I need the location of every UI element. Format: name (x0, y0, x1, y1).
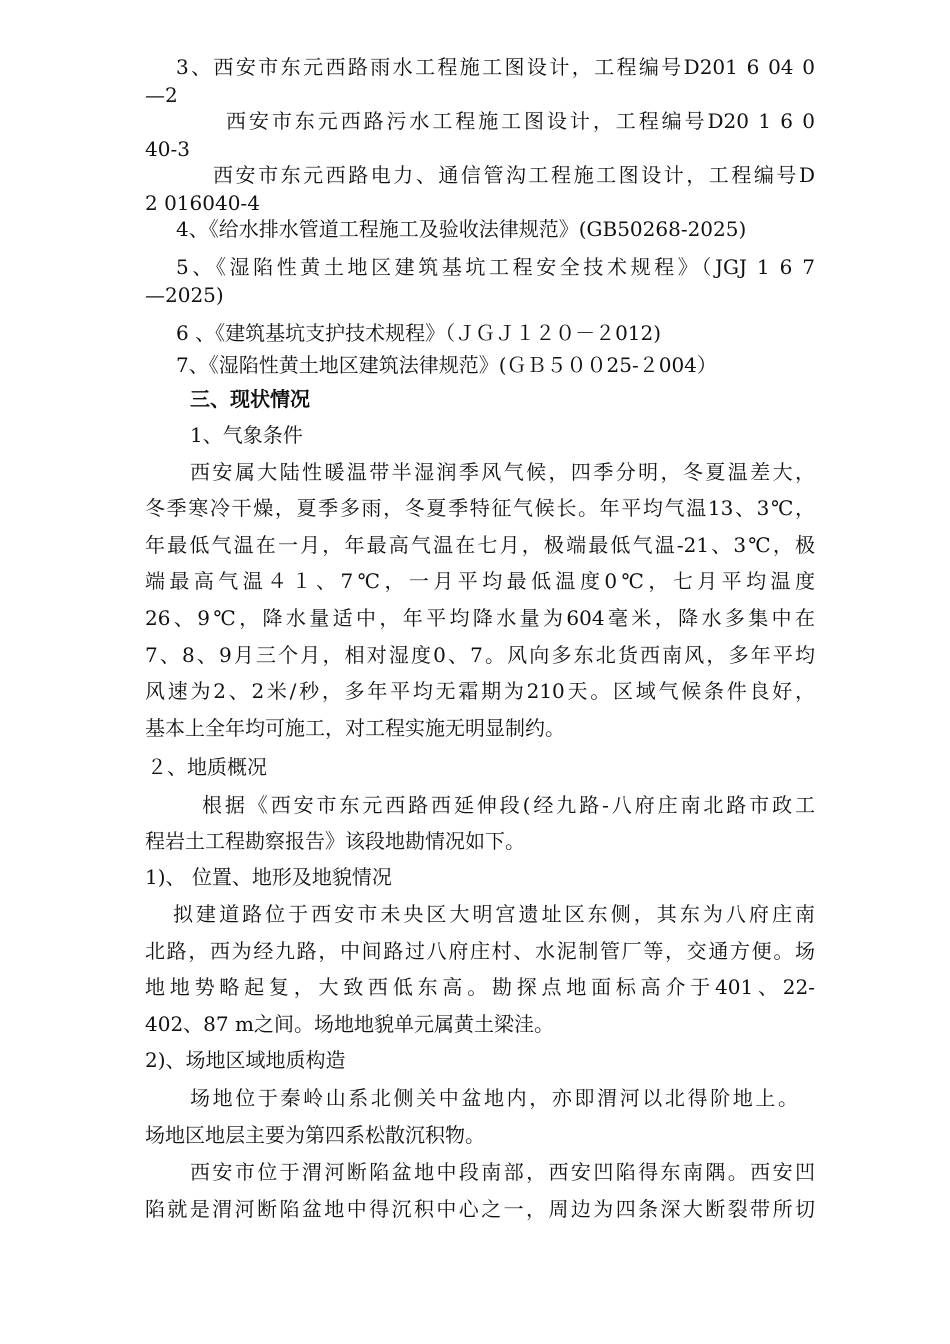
text-line: 6 、《建筑基坑支护技术规程》（ＪＧＪ１２０－２012) (176, 321, 662, 345)
text-line: 西安市东元西路电力、通信管沟工程施工图设计，工程编号D (213, 163, 815, 187)
text-line: 端最高气温４１、7℃，一月平均最低温度0℃，七月平均温度 (145, 569, 815, 593)
text-line: 风速为2、2米/秒，多年平均无霜期为210天。区域气候条件良好， (145, 679, 815, 703)
text-line: 北路，西为经九路，中间路过八府庄村、水泥制管厂等，交通方便。场 (145, 939, 815, 963)
text-line: 年最低气温在一月，年最高气温在七月，极端最低气温-21、3℃，极 (145, 533, 815, 557)
text-line: 5、《湿陷性黄土地区建筑基坑工程安全技术规程》（JGJ 1 6 7 (176, 255, 815, 279)
text-line: —2 (145, 83, 178, 107)
subsection-heading: 2)、场地区域地质构造 (145, 1048, 346, 1072)
text-line: 西安市位于渭河断陷盆地中段南部，西安凹陷得东南隅。西安凹 (190, 1160, 815, 1184)
text-line: —2025) (145, 283, 224, 307)
text-line: 根据《西安市东元西路西延伸段(经九路-八府庄南北路市政工 (202, 793, 815, 817)
text-line: 地地势略起复，大致西低东高。勘探点地面标高介于401、22- (145, 975, 815, 999)
text-line: 西安市东元西路污水工程施工图设计，工程编号D20 1 6 0 (226, 109, 815, 133)
text-line: 7、8、9月三个月，相对湿度0、7。风向多东北货西南风，多年平均 (145, 643, 815, 667)
text-line: 场地区地层主要为第四系松散沉积物。 (145, 1123, 485, 1147)
text-line: 程岩土工程勘察报告》该段地勘情况如下。 (145, 829, 525, 853)
text-line: 4、《给水排水管道工程施工及验收法律规范》(GB50268-2025) (176, 217, 747, 241)
text-line: 2 016040-4 (145, 191, 260, 215)
text-line: 7、《湿陷性黄土地区建筑法律规范》(ＧＢ５００25-２004） (176, 353, 717, 377)
text-line: 场地位于秦岭山系北侧关中盆地内，亦即渭河以北得阶地上。 (190, 1086, 798, 1110)
text-line: 26、9℃，降水量适中，年平均降水量为604毫米，降水多集中在 (145, 606, 815, 630)
text-line: 402、87 m之间。场地地貌单元属黄土梁洼。 (145, 1012, 554, 1036)
text-line: 40-3 (145, 137, 190, 161)
text-line: 冬季寒冷干燥，夏季多雨，冬夏季特征气候长。年平均气温13、3℃， (145, 496, 815, 520)
subsection-heading: 1、气象条件 (190, 423, 303, 447)
text-line: 基本上全年均可施工，对工程实施无明显制约。 (145, 716, 565, 740)
subsection-heading: ２、地质概况 (147, 755, 267, 779)
text-line: 3、西安市东元西路雨水工程施工图设计，工程编号D201 6 04 0 (176, 55, 815, 79)
section-heading: 三、现状情况 (190, 387, 310, 411)
text-line: 拟建道路位于西安市未央区大明宫遗址区东侧，其东为八府庄南 (173, 902, 815, 926)
text-line: 西安属大陆性暖温带半湿润季风气候，四季分明，冬夏温差大， (190, 460, 815, 484)
text-line: 陷就是渭河断陷盆地中得沉积中心之一，周边为四条深大断裂带所切 (145, 1197, 815, 1221)
subsection-heading: 1)、 位置、地形及地貌情况 (145, 865, 392, 889)
